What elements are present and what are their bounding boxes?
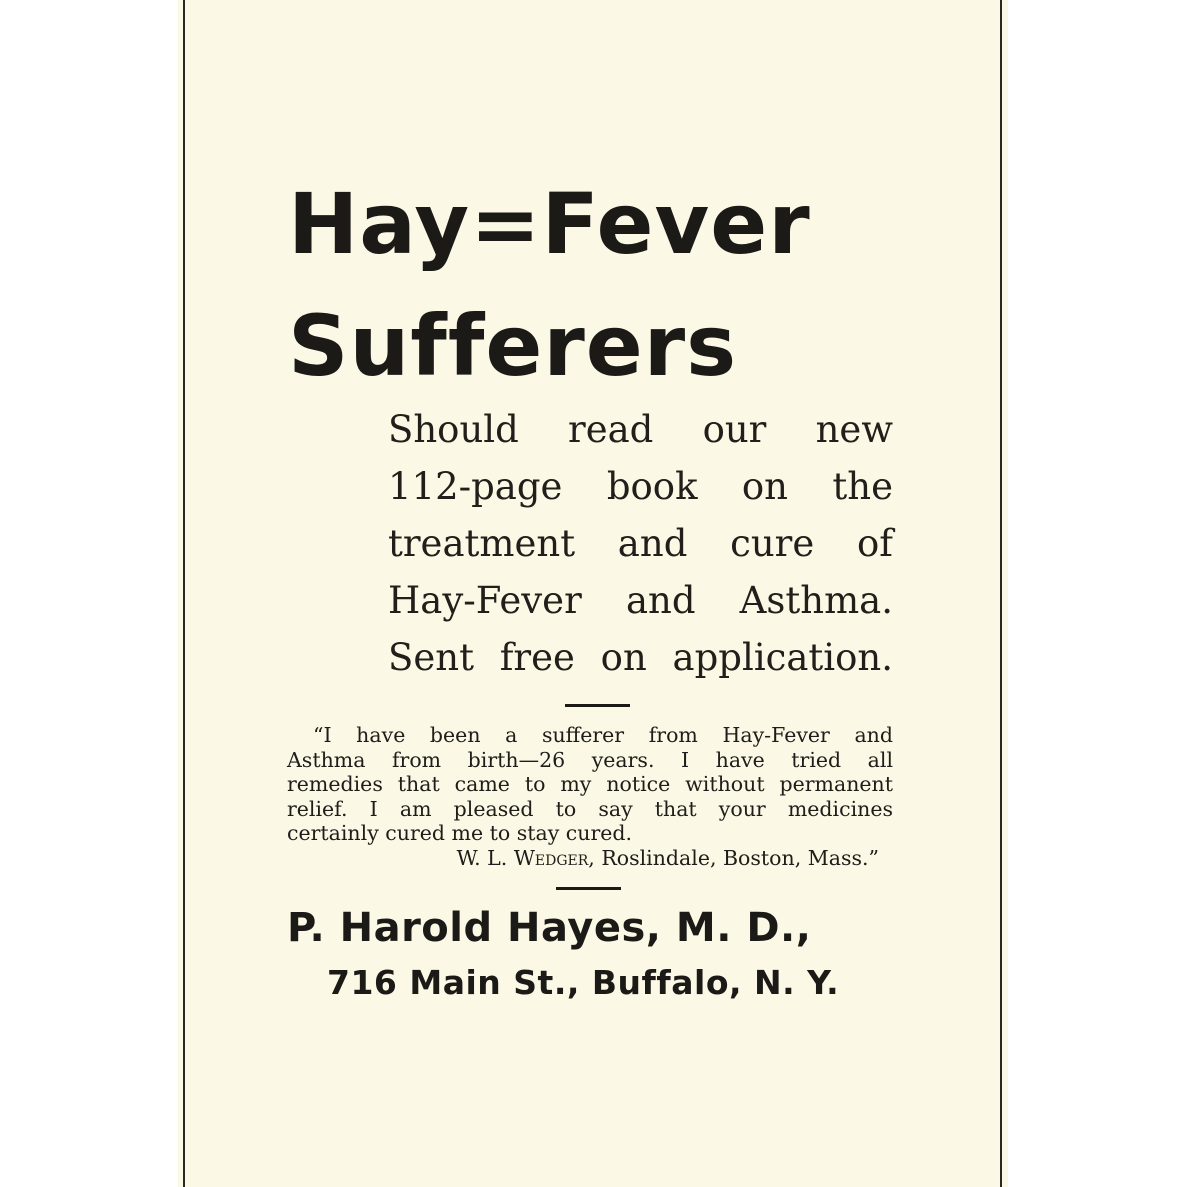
doctor-address: 716 Main St., Buffalo, N. Y. [327, 963, 840, 1002]
doctor-name: P. Harold Hayes, M. D., [287, 905, 812, 951]
divider-rule [565, 704, 630, 707]
body-line: 112-page book on the [388, 465, 893, 508]
testimonial-signature [287, 846, 893, 871]
testimonial-line: relief. I am pleased to say that your medicines [287, 796, 893, 821]
testimonial-line: Asthma from birth—26 years. I have tried all [287, 747, 893, 772]
headline-line-1: Hay=Fever [288, 175, 811, 273]
right-column-rule [1000, 0, 1002, 1187]
headline-line-2: Sufferers [288, 297, 738, 395]
signature-name: Wedger [513, 845, 589, 870]
body-line: Sent free on application. [388, 636, 893, 679]
divider-rule [556, 887, 621, 890]
body-line: Hay-Fever and Asthma. [388, 579, 893, 622]
testimonial-line: remedies that came to my notice without permanent [287, 772, 893, 796]
ad-body [388, 401, 893, 686]
left-column-rule [183, 0, 185, 1187]
body-line: treatment and cure of [388, 522, 893, 565]
testimonial-line: “I have been a sufferer from Hay-Fever and [313, 723, 893, 747]
testimonial-line: certainly cured me to stay cured. [287, 821, 633, 845]
body-line: Should read our new [388, 408, 893, 451]
signature-initials: W. L. [456, 845, 508, 870]
signature-place: , Roslindale, Boston, Mass.” [588, 845, 879, 870]
testimonial [287, 723, 893, 870]
